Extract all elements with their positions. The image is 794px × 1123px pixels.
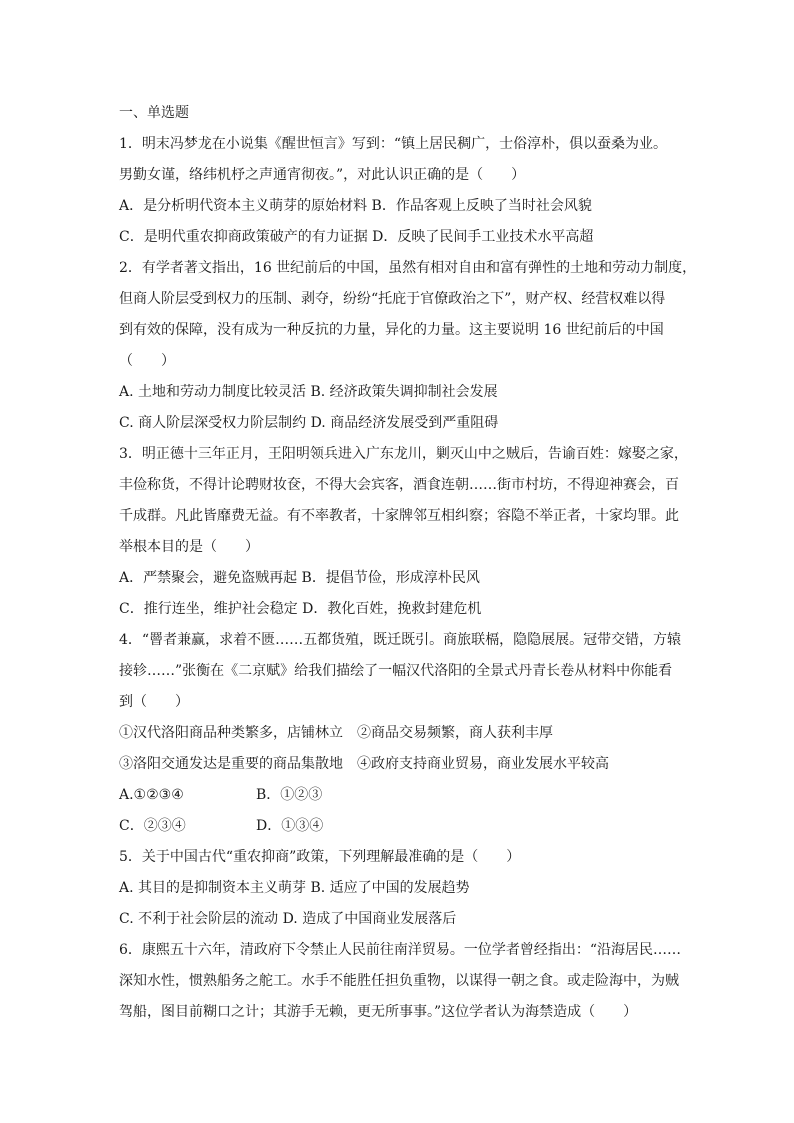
question-stem-line: 深知水性，惯熟船务之舵工。水手不能胜任担负重物，以谋得一朝之食。或走险海中，为贼 (119, 973, 679, 989)
option-row (119, 780, 679, 811)
option-d: D．①③④ (256, 818, 324, 834)
question-6 (119, 935, 682, 1028)
option-c: C．②③④ (119, 818, 186, 834)
question-stem-line: 2．有学者著文指出，16 世纪前后的中国，虽然有相对自由和富有弹性的土地和劳动力制度， (119, 260, 697, 276)
option-line: A．是分析明代资本主义萌芽的原始材料 B．作品客观上反映了当时社会风貌 (119, 198, 592, 214)
question-5 (119, 842, 679, 935)
question-stem-line: 接轸……”张衡在《二京赋》给我们描绘了一幅汉代洛阳的全景式丹青长卷从材料中你能看 (119, 663, 673, 679)
option-line: C．是明代重农抑商政策破产的有力证据 D．反映了民间手工业技术水平高超 (119, 229, 594, 245)
option-line: A．严禁聚会，避免盗贼再起 B．提倡节俭，形成淳朴民风 (119, 570, 480, 586)
question-3 (119, 439, 688, 625)
question-stem-line: 驾船，图目前糊口之计；其游手无赖，更无所事事。”这位学者认为海禁造成（ ） (119, 1004, 638, 1020)
question-stem-line: 6．康熙五十六年，清政府下令禁止人民前往南洋贸易。一位学者曾经指出：“沿海居民…… (119, 942, 682, 958)
option-line: A. 其目的是抑制资本主义萌芽 B. 适应了中国的发展趋势 (119, 880, 470, 896)
question-stem-line: 男勤女谨，络纬机杼之声通宵彻夜。”，对此认识正确的是（ ） (119, 167, 526, 183)
question-stem-line: 3．明正德十三年正月，王阳明领兵进入广东龙川，剿灭山中之贼后，告谕百姓：嫁娶之家， (119, 446, 688, 462)
option-line: A. 土地和劳动力制度比较灵活 B. 经济政策失调抑制社会发展 (119, 384, 498, 400)
question-stem-line: 但商人阶层受到权力的压制、剥夺，纷纷“托庇于官僚政治之下”，财产权、经营权难以得 (119, 291, 666, 307)
statement-line: ③洛阳交通发达是重要的商品集散地 ④政府支持商业贸易，商业发展水平较高 (119, 756, 609, 772)
question-stem-line: 丰俭称货，不得计论聘财妆奁，不得大会宾客，酒食连朝……街市村坊，不得迎神赛会，百 (119, 477, 679, 493)
exam-page (119, 98, 697, 1028)
option-a: A.①②③④ (119, 787, 184, 803)
option-row (119, 811, 679, 842)
question-stem-line: 4．“罾者兼赢，求着不匮……五都货殖，既迁既引。商旅联槅，隐隐展展。冠带交错，方辕 (119, 632, 682, 648)
question-2 (119, 253, 697, 439)
option-line: C. 不利于社会阶层的流动 D. 造成了中国商业发展落后 (119, 911, 457, 927)
question-stem-line: 到有效的保障，没有成为一种反抗的力量，异化的力量。这主要说明 16 世纪前后的中国 (119, 322, 664, 338)
question-1 (119, 129, 679, 253)
question-stem-line: 到（ ） (119, 694, 189, 710)
question-stem-line: 举根本目的是（ ） (119, 539, 259, 555)
question-4 (119, 625, 682, 842)
section-title: 一、单选题 (119, 105, 189, 121)
statement-line: ①汉代洛阳商品种类繁多，店铺林立 ②商品交易频繁，商人获利丰厚 (119, 725, 553, 741)
option-line: C．推行连坐，维护社会稳定 D．教化百姓，挽救封建危机 (119, 601, 482, 617)
option-b: B．①②③ (256, 787, 323, 803)
question-stem-line: 1．明末冯梦龙在小说集《醒世恒言》写到：“镇上居民稠广，士俗淳朴，俱以蚕桑为业。 (119, 136, 668, 152)
question-stem-line: （ ） (119, 353, 175, 369)
question-stem-line: 5．关于中国古代“重农抑商”政策，下列理解最准确的是（ ） (119, 849, 521, 865)
question-stem-line: 千成群。凡此皆靡费无益。有不率教者，十家牌邻互相纠察；容隐不举正者，十家均罪。此 (119, 508, 679, 524)
option-line: C. 商人阶层深受权力阶层制约 D. 商品经济发展受到严重阻碍 (119, 415, 499, 431)
